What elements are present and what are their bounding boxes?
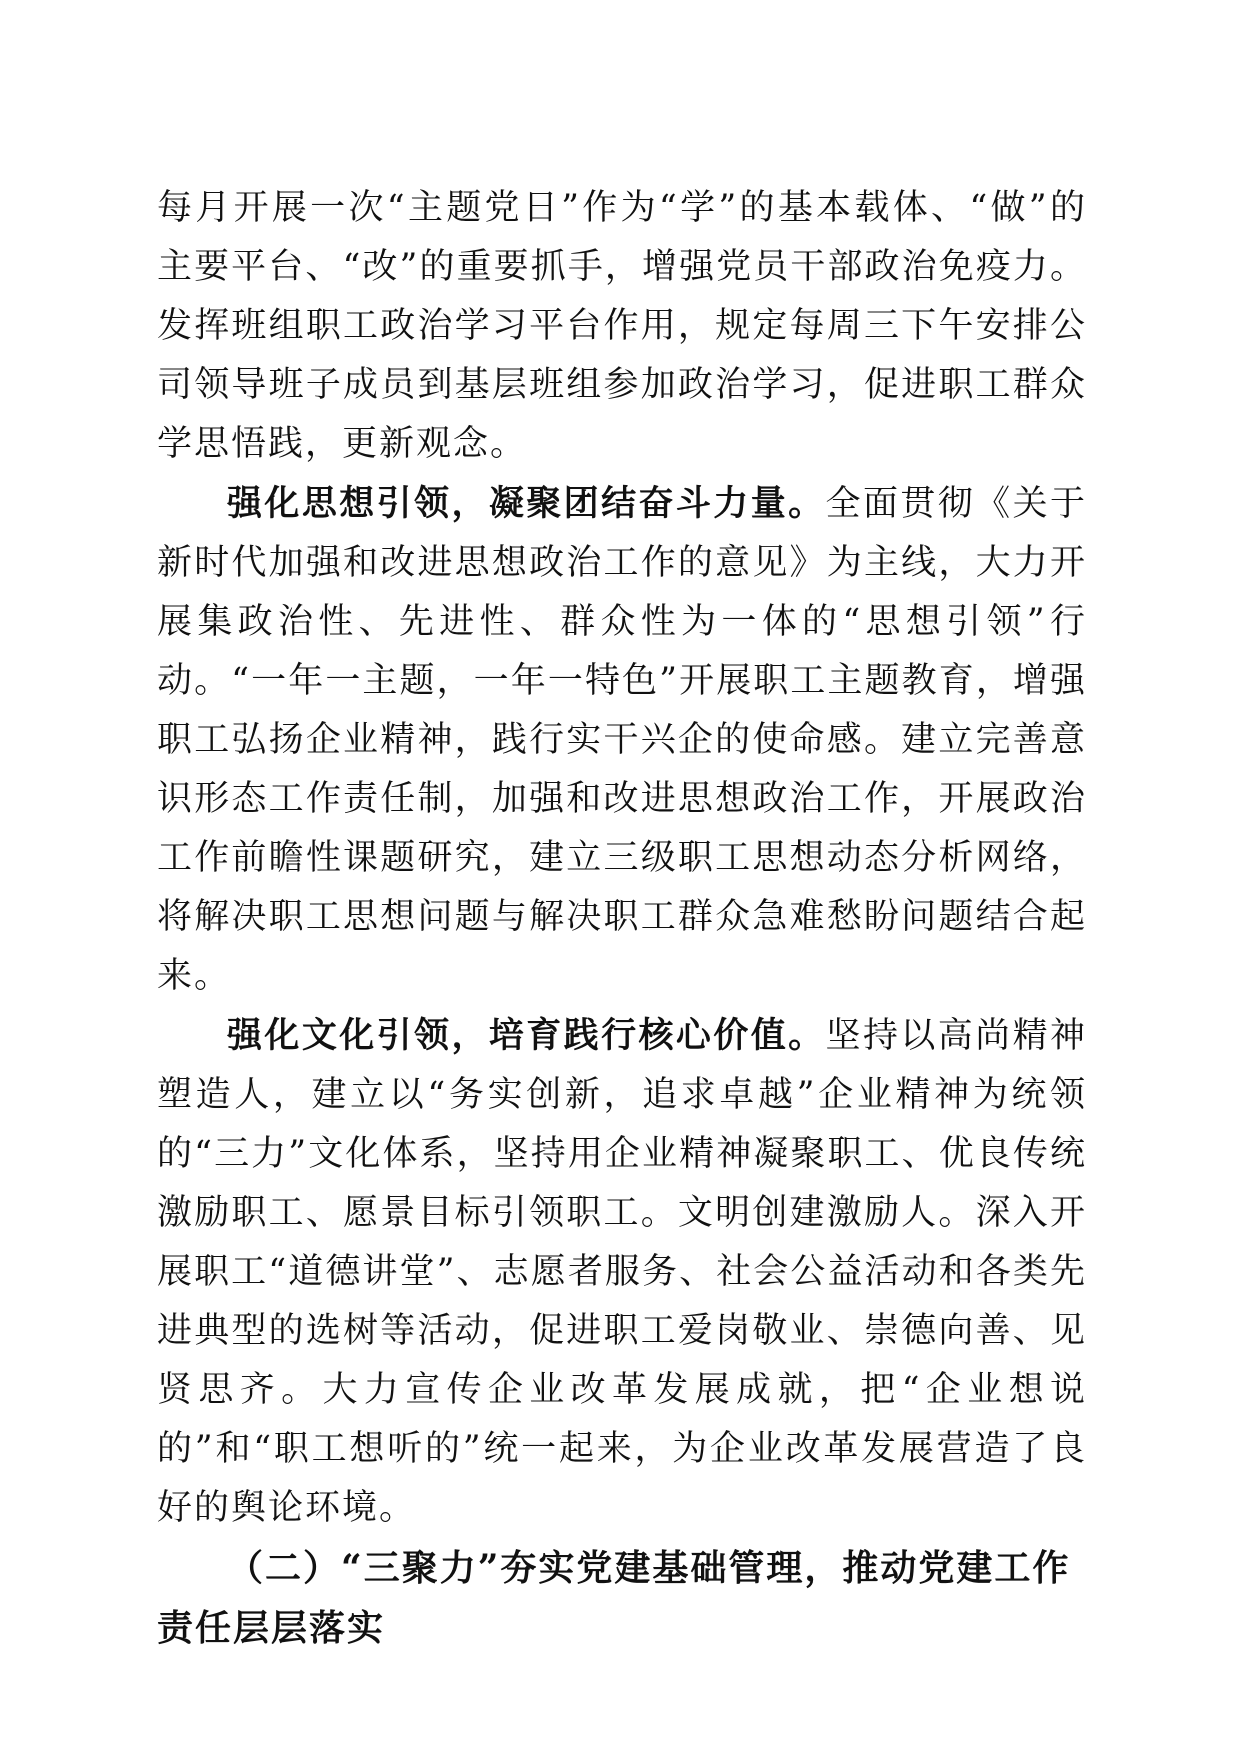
section-heading: （二）“三聚力”夯实党建基础管理，推动党建工作责任层层落实: [157, 1547, 1071, 1649]
paragraph-culture-guidance: [157, 1006, 1087, 1538]
paragraph-lead: 强化思想引领，凝聚团结奋斗力量。: [227, 483, 826, 524]
paragraph-text: 每月开展一次“主题党日”作为“学”的基本载体、“做”的主要平台、“改”的重要抓手，增强党员干部政治免疫力。发挥班组职工政治学习平台作用，规定每周三下午安排公司领导班子成员到基层班组参加政治学习，促进职工群众学思悟践，更新观念。: [157, 188, 1087, 464]
paragraph-lead: 强化文化引领，培育践行核心价值。: [227, 1015, 826, 1056]
paragraph-continuation: [157, 178, 1087, 474]
document-body: [157, 178, 1087, 1658]
paragraph-thought-guidance: [157, 474, 1087, 1006]
paragraph-text: 坚持以高尚精神塑造人，建立以“务实创新，追求卓越”企业精神为统领的“三力”文化体系，坚持用企业精神凝聚职工、优良传统激励职工、愿景目标引领职工。文明创建激励人。深入开展职工“道德讲堂”、志愿者服务、社会公益活动和各类先进典型的选树等活动，促进职工爱岗敬业、崇德向善、见贤思齐。大力宣传企业改革发展成就，把“企业想说的”和“职工想听的”统一起来，为企业改革发展营造了良好的舆论环境。: [157, 1016, 1087, 1528]
paragraph-text: 全面贯彻《关于新时代加强和改进思想政治工作的意见》为主线，大力开展集政治性、先进性、群众性为一体的“思想引领”行动。“一年一主题，一年一特色”开展职工主题教育，增强职工弘扬企业精神，践行实干兴企的使命感。建立完善意识形态工作责任制，加强和改进思想政治工作，开展政治工作前瞻性课题研究，建立三级职工思想动态分析网络，将解决职工思想问题与解决职工群众急难愁盼问题结合起来。: [157, 484, 1087, 996]
